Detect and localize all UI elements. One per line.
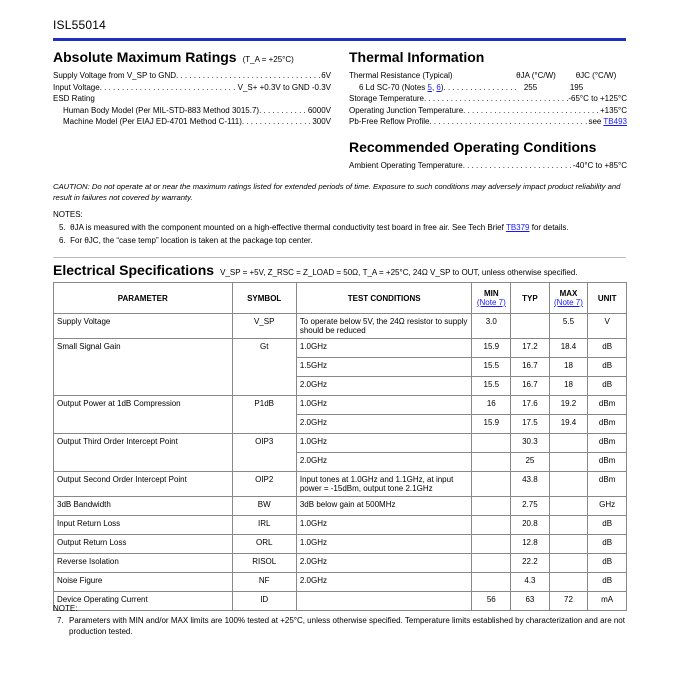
unit-cell: dB: [588, 573, 627, 592]
unit-cell: dBm: [588, 472, 627, 497]
thermal-row: Storage Temperature . . . -65°C to +125°C: [349, 93, 627, 105]
min-note-link[interactable]: (Note 7): [476, 298, 506, 307]
theta-jc-header: θJC (°C/W): [575, 71, 617, 80]
col-test: TEST CONDITIONS: [296, 283, 472, 314]
test-cell: 1.5GHz: [296, 358, 472, 377]
table-row: [54, 434, 627, 453]
param-cell: Reverse Isolation: [54, 554, 233, 573]
max-cell: [549, 434, 588, 453]
param-cell: Output Return Loss: [54, 535, 233, 554]
max-cell: 19.4: [549, 415, 588, 434]
typ-cell: 17.5: [511, 415, 550, 434]
note-6: 6. For θJC, the “case temp” location is taken at the package top center.: [59, 236, 313, 245]
test-cell: 2.0GHz: [296, 377, 472, 396]
symbol-cell: Gt: [232, 339, 296, 396]
max-cell: 19.2: [549, 396, 588, 415]
min-cell: 15.5: [472, 358, 511, 377]
thermal-package-row: 6 Ld SC-70 (Notes 5, 6) . . . 255 195: [349, 82, 627, 94]
symbol-cell: RISOL: [232, 554, 296, 573]
test-cell: 2.0GHz: [296, 573, 472, 592]
symbol-cell: V_SP: [232, 314, 296, 339]
typ-cell: 22.2: [511, 554, 550, 573]
thermal-header-row: Thermal Resistance (Typical) θJA (°C/W) θJC (°C/W): [349, 70, 627, 82]
note6-link[interactable]: 6: [436, 82, 441, 92]
elec-cond: V_SP = +5V, Z_RSC = Z_LOAD = 50Ω, T_A = +25°C, 24Ω V_SP to OUT, unless otherwise specified.: [220, 268, 578, 277]
rec-op-row: Ambient Operating Temperature . . . -40°C to +85°C: [349, 160, 627, 172]
max-cell: 18: [549, 377, 588, 396]
max-cell: [549, 472, 588, 497]
tb493-link[interactable]: TB493: [603, 117, 627, 126]
abs-max-row: Supply Voltage from V_SP to GND . . . 6V: [53, 70, 331, 82]
param-cell: Output Second Order Intercept Point: [54, 472, 233, 497]
header-rule: [53, 38, 626, 41]
symbol-cell: NF: [232, 573, 296, 592]
max-cell: 18.4: [549, 339, 588, 358]
test-cell: 1.0GHz: [296, 396, 472, 415]
test-cell: To operate below 5V, the 24Ω resistor to supply should be reduced: [296, 314, 472, 339]
unit-cell: V: [588, 314, 627, 339]
col-max: MAX (Note 7): [549, 283, 588, 314]
typ-cell: 30.3: [511, 434, 550, 453]
elec-title: Electrical Specifications: [53, 262, 215, 278]
min-cell: 3.0: [472, 314, 511, 339]
max-cell: [549, 554, 588, 573]
max-note-link[interactable]: (Note 7): [554, 298, 583, 307]
unit-cell: dBm: [588, 434, 627, 453]
rec-op-title: Recommended Operating Conditions: [349, 139, 597, 155]
min-cell: 16: [472, 396, 511, 415]
abs-max-row: Input Voltage . . . V_S+ +0.3V to GND -0.3V: [53, 82, 331, 94]
elec-section: [53, 262, 578, 278]
theta-ja-header: θJA (°C/W): [516, 71, 556, 80]
unit-cell: dB: [588, 358, 627, 377]
unit-cell: dB: [588, 535, 627, 554]
min-cell: 15.9: [472, 415, 511, 434]
thermal-title: Thermal Information: [349, 49, 485, 65]
col-typ: TYP: [511, 283, 550, 314]
min-cell: 56: [472, 592, 511, 611]
param-cell: Output Power at 1dB Compression: [54, 396, 233, 434]
section-divider: [53, 257, 626, 258]
table-row: [54, 314, 627, 339]
max-cell: [549, 516, 588, 535]
elec-spec-body: [54, 314, 627, 611]
abs-max-list: [53, 70, 331, 128]
caution-text: CAUTION: Do not operate at or near the maximum ratings listed for extended periods of time. Exposure to such conditions may adversely impact product reliability and result in failures not covered by warranty.: [53, 182, 621, 202]
thermal-list: [349, 70, 627, 128]
unit-cell: GHz: [588, 497, 627, 516]
typ-cell: 2.75: [511, 497, 550, 516]
typ-cell: [511, 314, 550, 339]
symbol-cell: OIP3: [232, 434, 296, 472]
abs-max-section: [53, 49, 294, 65]
min-cell: [472, 472, 511, 497]
unit-cell: dB: [588, 516, 627, 535]
typ-cell: 17.2: [511, 339, 550, 358]
typ-cell: 4.3: [511, 573, 550, 592]
unit-cell: dBm: [588, 396, 627, 415]
param-cell: Noise Figure: [54, 573, 233, 592]
abs-max-title: Absolute Maximum Ratings: [53, 49, 237, 65]
doc-id: ISL55014: [53, 18, 106, 32]
test-cell: Input tones at 1.0GHz and 1.1GHz, at input power = -15dBm, output tone 2.1GHz: [296, 472, 472, 497]
max-cell: 18: [549, 358, 588, 377]
test-cell: 1.0GHz: [296, 339, 472, 358]
test-cell: 1.0GHz: [296, 516, 472, 535]
test-cell: 2.0GHz: [296, 415, 472, 434]
table-row: [54, 535, 627, 554]
typ-cell: 43.8: [511, 472, 550, 497]
col-param: PARAMETER: [54, 283, 233, 314]
min-cell: 15.9: [472, 339, 511, 358]
test-cell: 3dB below gain at 500MHz: [296, 497, 472, 516]
table-row: [54, 554, 627, 573]
symbol-cell: OIP2: [232, 472, 296, 497]
param-cell: Supply Voltage: [54, 314, 233, 339]
min-cell: [472, 573, 511, 592]
symbol-cell: IRL: [232, 516, 296, 535]
table-row: [54, 396, 627, 415]
typ-cell: 12.8: [511, 535, 550, 554]
test-cell: 1.0GHz: [296, 434, 472, 453]
min-cell: [472, 554, 511, 573]
table-row: [54, 339, 627, 358]
table-row: [54, 472, 627, 497]
symbol-cell: ID: [232, 592, 296, 611]
typ-cell: 63: [511, 592, 550, 611]
param-cell: Small Signal Gain: [54, 339, 233, 396]
abs-max-row: Human Body Model (Per MIL-STD-883 Method 3015.7) . . . 6000V: [53, 105, 331, 117]
note-5: 5. θJA is measured with the component mounted on a high-effective thermal conductivity test board in free air. See Tech Brief TB379 for details.: [59, 223, 569, 232]
col-unit: UNIT: [588, 283, 627, 314]
footnote-title: NOTE:: [53, 604, 78, 613]
max-cell: [549, 535, 588, 554]
note5-link[interactable]: 5: [427, 82, 432, 92]
max-cell: 72: [549, 592, 588, 611]
param-cell: 3dB Bandwidth: [54, 497, 233, 516]
max-cell: [549, 497, 588, 516]
footnote-text: Parameters with MIN and/or MAX limits are 100% tested at +25°C, unless otherwise specified. Temperature limits established by characterization and are not production tested.: [69, 615, 625, 636]
min-cell: [472, 497, 511, 516]
table-row: [54, 497, 627, 516]
rec-op-list: [349, 160, 627, 172]
param-cell: Output Third Order Intercept Point: [54, 434, 233, 472]
test-cell: 2.0GHz: [296, 554, 472, 573]
abs-max-row: ESD Rating: [53, 94, 95, 103]
min-cell: 15.5: [472, 377, 511, 396]
tb379-link[interactable]: TB379: [505, 223, 530, 232]
param-cell: Input Return Loss: [54, 516, 233, 535]
min-cell: [472, 434, 511, 453]
symbol-cell: P1dB: [232, 396, 296, 434]
param-cell: Device Operating Current: [54, 592, 233, 611]
typ-cell: 16.7: [511, 377, 550, 396]
thermal-row: Operating Junction Temperature . . . +135°C: [349, 105, 627, 117]
max-cell: 5.5: [549, 314, 588, 339]
thermal-row: Pb-Free Reflow Profile . . . see TB493: [349, 116, 627, 128]
abs-max-cond: (T_A = +25°C): [242, 55, 294, 64]
max-cell: [549, 453, 588, 472]
test-cell: 2.0GHz: [296, 453, 472, 472]
min-cell: [472, 453, 511, 472]
abs-max-row: Machine Model (Per EIAJ ED-4701 Method C-111) . . . 300V: [53, 116, 331, 128]
unit-cell: dB: [588, 554, 627, 573]
symbol-cell: ORL: [232, 535, 296, 554]
min-cell: [472, 535, 511, 554]
max-cell: [549, 573, 588, 592]
footnote-block: NOTE: 7. Parameters with MIN and/or MAX limits are 100% tested at +25°C, unless otherwise specified. Temperature limits established by characterization and are not production tested.: [53, 603, 627, 638]
notes-block: [53, 208, 569, 247]
col-symbol: SYMBOL: [232, 283, 296, 314]
typ-cell: 25: [511, 453, 550, 472]
col-min: MIN (Note 7): [472, 283, 511, 314]
typ-cell: 20.8: [511, 516, 550, 535]
elec-spec-table: [53, 282, 627, 611]
unit-cell: dB: [588, 377, 627, 396]
typ-cell: 17.6: [511, 396, 550, 415]
typ-cell: 16.7: [511, 358, 550, 377]
notes-title: NOTES:: [53, 210, 83, 219]
table-row: [54, 516, 627, 535]
unit-cell: dBm: [588, 415, 627, 434]
table-row: [54, 573, 627, 592]
symbol-cell: BW: [232, 497, 296, 516]
min-cell: [472, 516, 511, 535]
unit-cell: dBm: [588, 453, 627, 472]
unit-cell: dB: [588, 339, 627, 358]
test-cell: 1.0GHz: [296, 535, 472, 554]
unit-cell: mA: [588, 592, 627, 611]
